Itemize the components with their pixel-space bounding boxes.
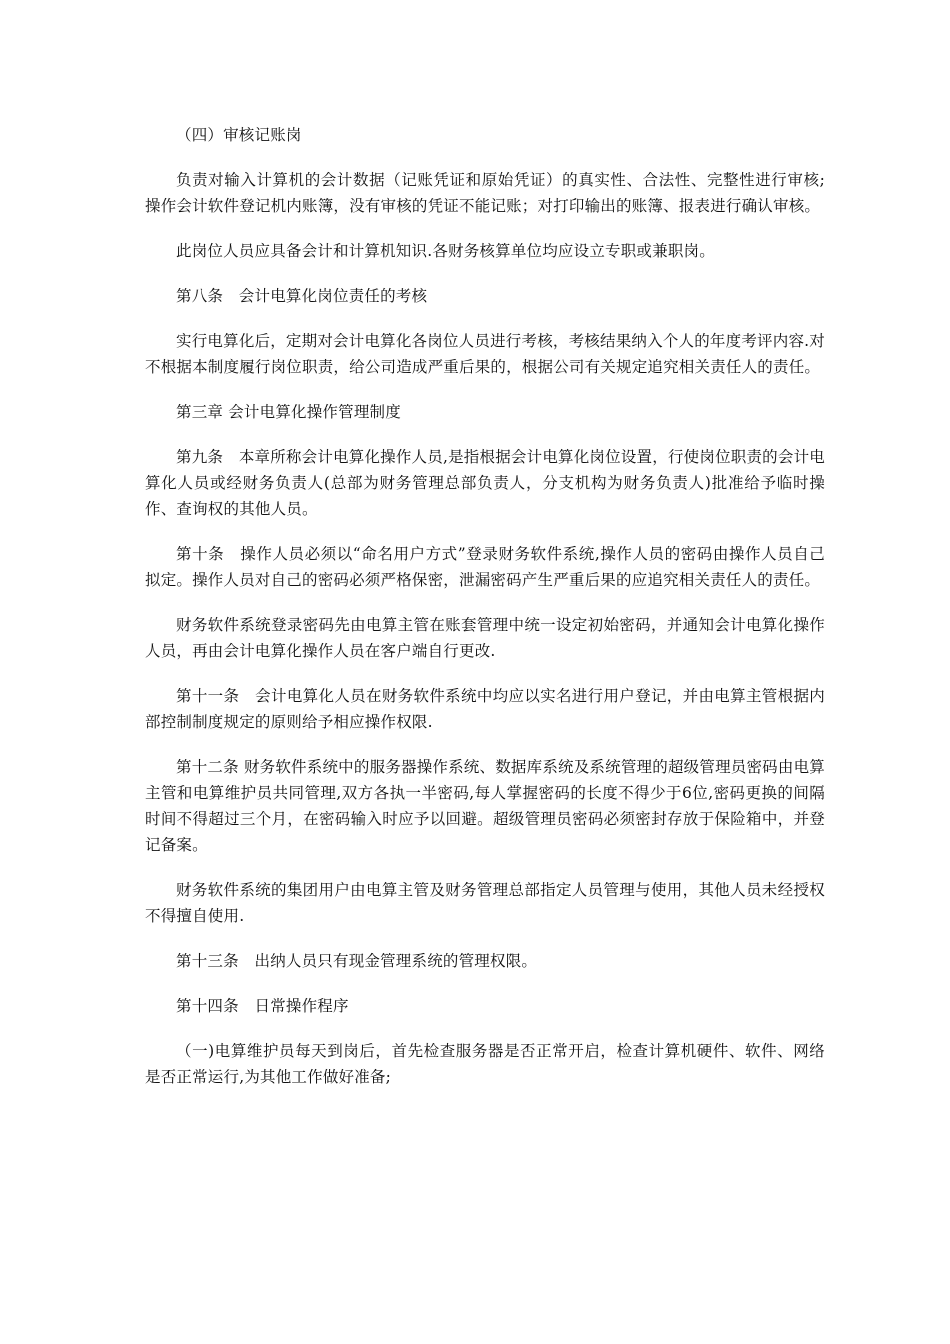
chapter-3-heading: 第三章 会计电算化操作管理制度 bbox=[176, 403, 401, 421]
article-8-heading: 第八条 会计电算化岗位责任的考核 bbox=[176, 287, 428, 305]
article-13-paragraph: 第十三条 出纳人员只有现金管理系统的管理权限。 bbox=[176, 952, 538, 970]
article-9-paragraph: 第九条 本章所称会计电算化操作人员,是指根据会计电算化岗位设置，行使岗位职责的会计电算化人员或经财务负责人(总部为财务管理总部负责人，分支机构为财务负责人)批准给予临时操作、查询权的其他人员。 bbox=[145, 448, 825, 518]
paragraph-daily-procedure-1: （一)电算维护员每天到岗后，首先检查服务器是否正常开启，检查计算机硬件、软件、网络是否正常运行,为其他工作做好准备; bbox=[145, 1042, 825, 1086]
article-12-paragraph: 第十二条 财务软件系统中的服务器操作系统、数据库系统及系统管理的超级管理员密码由电算主管和电算维护员共同管理,双方各执一半密码,每人掌握密码的长度不得少于6位,密码更换的间隔时间不得超过三个月，在密码输入时应予以回避。超级管理员密码必须密封存放于保险箱中，并登记备案。 bbox=[145, 758, 825, 854]
paragraph-audit-requirements: 此岗位人员应具备会计和计算机知识.各财务核算单位均应设立专职或兼职岗。 bbox=[176, 242, 715, 260]
paragraph-initial-password: 财务软件系统登录密码先由电算主管在账套管理中统一设定初始密码，并通知会计电算化操作人员，再由会计电算化操作人员在客户端自行更改. bbox=[145, 616, 825, 660]
paragraph-group-user: 财务软件系统的集团用户由电算主管及财务管理总部指定人员管理与使用，其他人员未经授权不得擅自使用. bbox=[145, 881, 825, 925]
document-body bbox=[145, 122, 825, 1109]
section-heading-audit-post: （四）审核记账岗 bbox=[176, 126, 302, 144]
paragraph-audit-duties: 负责对输入计算机的会计数据（记账凭证和原始凭证）的真实性、合法性、完整性进行审核;操作会计软件登记机内账簿，没有审核的凭证不能记账；对打印输出的账簿、报表进行确认审核。 bbox=[145, 171, 825, 215]
article-10-paragraph: 第十条 操作人员必须以“命名用户方式”登录财务软件系统,操作人员的密码由操作人员自己拟定。操作人员对自己的密码必须严格保密，泄漏密码产生严重后果的应追究相关责任人的责任。 bbox=[145, 545, 825, 589]
article-14-heading: 第十四条 日常操作程序 bbox=[176, 997, 349, 1015]
paragraph-assessment: 实行电算化后，定期对会计电算化各岗位人员进行考核，考核结果纳入个人的年度考评内容.对不根据本制度履行岗位职责，给公司造成严重后果的，根据公司有关规定追究相关责任人的责任。 bbox=[145, 332, 825, 376]
article-11-paragraph: 第十一条 会计电算化人员在财务软件系统中均应以实名进行用户登记，并由电算主管根据内部控制制度规定的原则给予相应操作权限. bbox=[145, 687, 825, 731]
